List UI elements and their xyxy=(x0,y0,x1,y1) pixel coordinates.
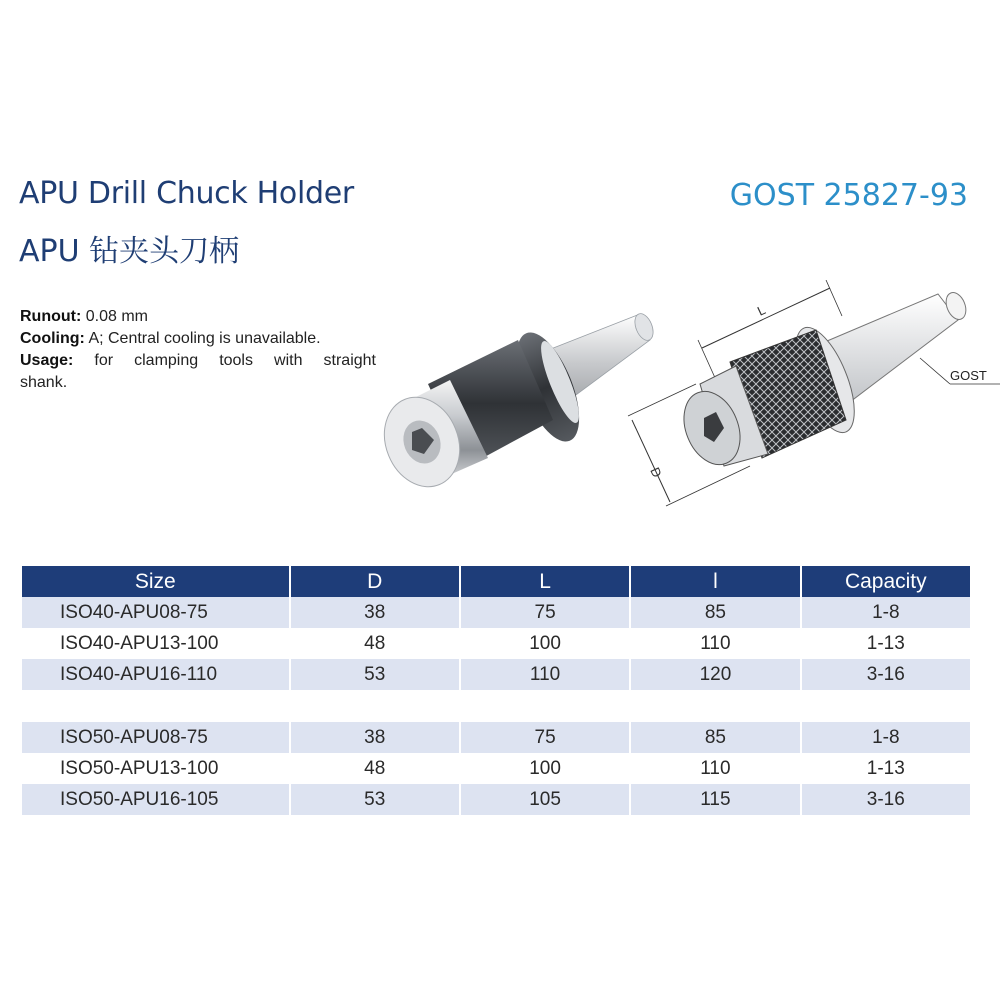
cell-l: 100 xyxy=(529,632,561,654)
dimension-l-label: L xyxy=(754,302,768,319)
cooling-line xyxy=(20,328,376,350)
cell-l: 110 xyxy=(461,659,629,690)
runout-label: Runout: xyxy=(20,308,82,325)
cell-size: ISO50-APU16-105 xyxy=(22,784,289,815)
page-title-chinese: APU 钻夹头刀柄 xyxy=(19,234,240,269)
table-row xyxy=(22,753,970,784)
table-row xyxy=(22,722,970,753)
cell-small-l: 120 xyxy=(631,659,799,690)
cell-d: 48 xyxy=(364,632,386,654)
spec-description xyxy=(20,306,376,394)
cell-d: 53 xyxy=(291,659,459,690)
cell-size: ISO40-APU08-75 xyxy=(22,597,289,628)
header-capacity: Capacity xyxy=(802,566,970,597)
technical-drawing xyxy=(620,280,1000,510)
cell-capacity: 3-16 xyxy=(802,784,970,815)
runout-value: 0.08 mm xyxy=(85,308,149,325)
cooling-value: A; Central cooling is unavailable. xyxy=(88,330,321,347)
table-row xyxy=(22,597,970,628)
product-photo xyxy=(378,292,660,492)
spec-table xyxy=(20,566,972,815)
cell-capacity: 3-16 xyxy=(802,659,970,690)
header-small-l: l xyxy=(631,566,799,597)
cell-capacity: 1-8 xyxy=(802,597,970,628)
table-row xyxy=(22,628,970,659)
gost-label: GOST xyxy=(950,368,987,383)
cell-l: 105 xyxy=(461,784,629,815)
dimension-d-label: D xyxy=(647,464,665,480)
page-title: APU Drill Chuck Holder xyxy=(19,176,354,211)
cell-d: 53 xyxy=(291,784,459,815)
cell-size: ISO50-APU13-100 xyxy=(60,757,219,779)
usage-label: Usage: xyxy=(20,352,74,369)
cell-capacity: 1-13 xyxy=(866,757,905,779)
runout-line xyxy=(20,306,376,328)
cell-d: 38 xyxy=(291,722,459,753)
cell-small-l: 110 xyxy=(700,632,731,654)
cell-small-l: 115 xyxy=(631,784,799,815)
cell-l: 75 xyxy=(461,722,629,753)
cell-d: 38 xyxy=(291,597,459,628)
header-size: Size xyxy=(22,566,289,597)
cell-capacity: 1-13 xyxy=(866,632,905,654)
cell-small-l: 85 xyxy=(631,722,799,753)
table-header-row xyxy=(22,566,970,597)
table-row xyxy=(22,659,970,690)
cell-l: 75 xyxy=(461,597,629,628)
cell-d: 48 xyxy=(364,757,386,779)
table-row xyxy=(22,784,970,815)
cell-size: ISO40-APU13-100 xyxy=(60,632,219,654)
header-d: D xyxy=(291,566,459,597)
usage-line xyxy=(20,350,376,372)
cell-size: ISO40-APU16-110 xyxy=(22,659,289,690)
usage-value-2: shank. xyxy=(20,374,68,391)
cell-small-l: 110 xyxy=(700,757,731,779)
usage-value-1: for clamping tools with straight xyxy=(94,352,376,369)
cell-size: ISO50-APU08-75 xyxy=(22,722,289,753)
header-l: L xyxy=(461,566,629,597)
table-spacer-row xyxy=(22,690,970,722)
cell-small-l: 85 xyxy=(631,597,799,628)
cooling-label: Cooling: xyxy=(20,330,85,347)
cell-capacity: 1-8 xyxy=(802,722,970,753)
cell-l: 100 xyxy=(529,757,561,779)
standard-label: GOST 25827-93 xyxy=(729,178,968,213)
